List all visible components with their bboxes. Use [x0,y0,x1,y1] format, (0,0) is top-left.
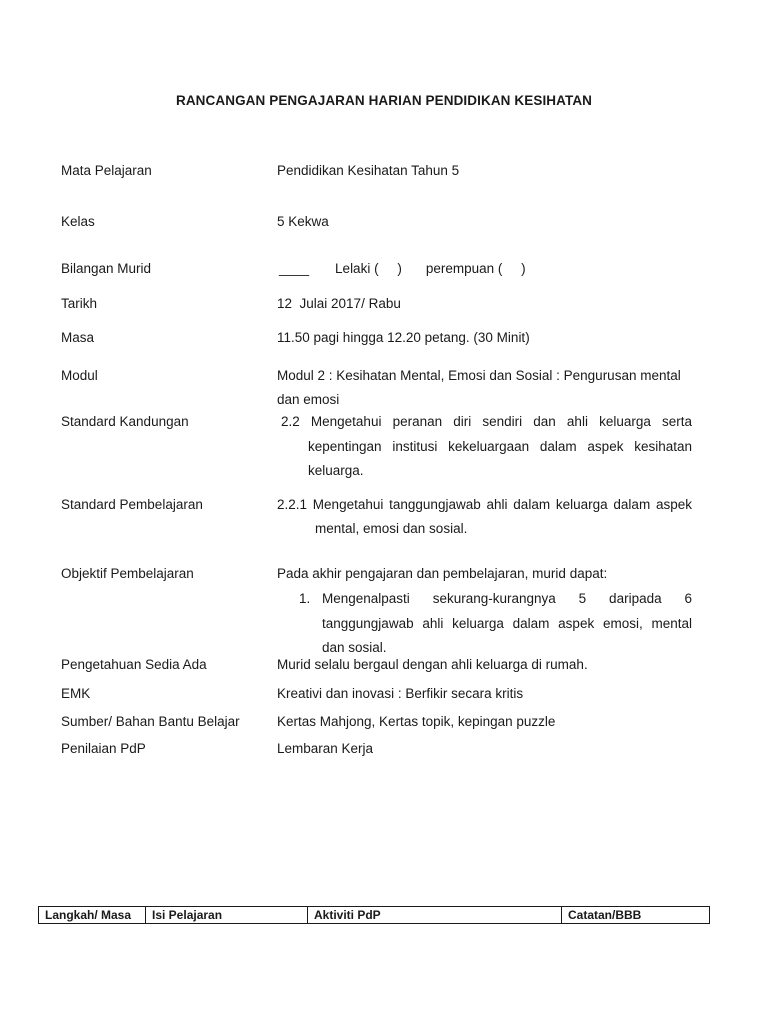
value-emk: Kreativi dan inovasi : Berfikir secara kritis [277,686,524,701]
perempuan-count: perempuan ( ) [425,261,526,276]
value-objektif-line2: tanggungjawab ahli keluarga dalam aspek emosi, mental [322,616,692,631]
value-modul-line2: dan emosi [277,392,340,407]
value-standard-kandungan-line1: 2.2 Mengetahui peranan diri sendiri dan ahli keluarga serta [281,414,692,429]
table-header-row [39,907,710,924]
value-kelas: 5 Kekwa [277,214,329,229]
label-objektif-pembelajaran: Objektif Pembelajaran [61,566,194,581]
header-catatan-bbb: Catatan/BBB [562,907,710,924]
value-objektif-intro: Pada akhir pengajaran dan pembelajaran, murid dapat: [277,566,608,581]
label-penilaian: Penilaian PdP [61,741,146,756]
value-mata-pelajaran: Pendidikan Kesihatan Tahun 5 [277,163,460,178]
value-objektif-line3: dan sosial. [322,640,387,655]
label-emk: EMK [61,686,91,701]
header-aktiviti-pdp: Aktiviti PdP [308,907,562,924]
label-masa: Masa [61,330,95,345]
label-kelas: Kelas [61,214,95,229]
label-standard-kandungan: Standard Kandungan [61,414,189,429]
page-title: RANCANGAN PENGAJARAN HARIAN PENDIDIKAN KESIHATAN [175,93,593,108]
header-isi-pelajaran: Isi Pelajaran [146,907,308,924]
value-standard-kandungan-line2: kepentingan institusi kekeluargaan dalam aspek kesihatan [308,439,692,454]
objektif-number: 1. [299,591,311,606]
value-masa: 11.50 pagi hingga 12.20 petang. (30 Minit) [277,330,530,345]
value-tarikh: 12 Julai 2017/ Rabu [277,296,401,311]
header-langkah-masa: Langkah/ Masa [39,907,146,924]
label-modul: Modul [61,368,98,383]
lesson-table [38,906,710,924]
label-standard-pembelajaran: Standard Pembelajaran [61,497,203,512]
value-modul-line1: Modul 2 : Kesihatan Mental, Emosi dan Sosial : Pengurusan mental [277,368,681,383]
label-pengetahuan-sedia-ada: Pengetahuan Sedia Ada [61,657,207,672]
label-bilangan-murid: Bilangan Murid [61,261,152,276]
value-sumber: Kertas Mahjong, Kertas topik, kepingan puzzle [277,714,556,729]
value-bilangan-murid [277,261,526,276]
lelaki-count: Lelaki ( ) [335,261,402,276]
value-standard-kandungan-line3: keluarga. [308,463,364,478]
value-penilaian: Lembaran Kerja [277,741,374,756]
label-tarikh: Tarikh [61,296,98,311]
value-pengetahuan-sedia-ada: Murid selalu bergaul dengan ahli keluarga di rumah. [277,657,588,672]
value-standard-pembelajaran-line1: 2.2.1 Mengetahui tanggungjawab ahli dalam keluarga dalam aspek [277,497,692,512]
bilangan-blank: ____ [279,261,310,276]
value-standard-pembelajaran-line2: mental, emosi dan sosial. [315,521,468,536]
value-objektif-line1: Mengenalpasti sekurang-kurangnya 5 daripada 6 [322,591,692,606]
label-sumber: Sumber/ Bahan Bantu Belajar [61,714,240,729]
label-mata-pelajaran: Mata Pelajaran [61,163,152,178]
